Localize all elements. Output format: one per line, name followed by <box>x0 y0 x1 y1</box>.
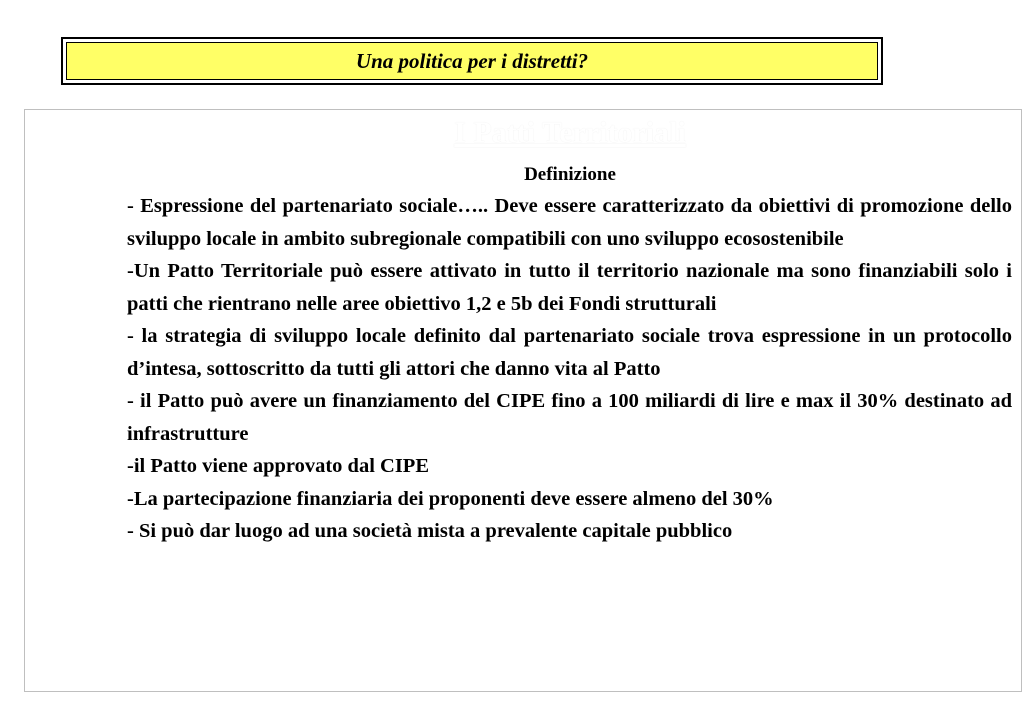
slide-title-banner <box>66 42 878 80</box>
definition-paragraph-3: - la strategia di sviluppo locale definito dal partenariato sociale trova espressione in un protocollo d’intesa, sottoscritto da tutti gli attori che danno vita al Patto <box>127 325 1012 380</box>
definition-paragraph-7: - Si può dar luogo ad una società mista a prevalente capitale pubblico <box>127 520 733 542</box>
definition-paragraph-1: - Espressione del partenariato sociale….. Deve essere caratterizzato da obiettivi di promozione dello sviluppo locale in ambito subregionale compatibili con uno sviluppo ecosostenibile <box>127 195 1012 250</box>
section-subheading: Definizione <box>524 164 616 185</box>
definition-paragraph-6: -La partecipazione finanziaria dei proponenti deve essere almeno del 30% <box>127 487 774 510</box>
definition-paragraph-2: -Un Patto Territoriale può essere attivato in tutto il territorio nazionale ma sono finanziabili solo i patti che rientrano nelle aree obiettivo 1,2 e 5b dei Fondi strutturali <box>127 260 1012 315</box>
definition-list <box>127 190 1012 548</box>
slide-title-box <box>61 37 883 85</box>
definition-paragraph-4: - il Patto può avere un finanziamento del CIPE fino a 100 miliardi di lire e max il 30% destinato ad infrastrutture <box>127 390 1012 445</box>
section-heading: I Patti Territoriali <box>454 116 686 149</box>
definition-paragraph-5: -il Patto viene approvato dal CIPE <box>127 455 429 477</box>
slide-title: Una politica per i distretti? <box>355 48 589 73</box>
